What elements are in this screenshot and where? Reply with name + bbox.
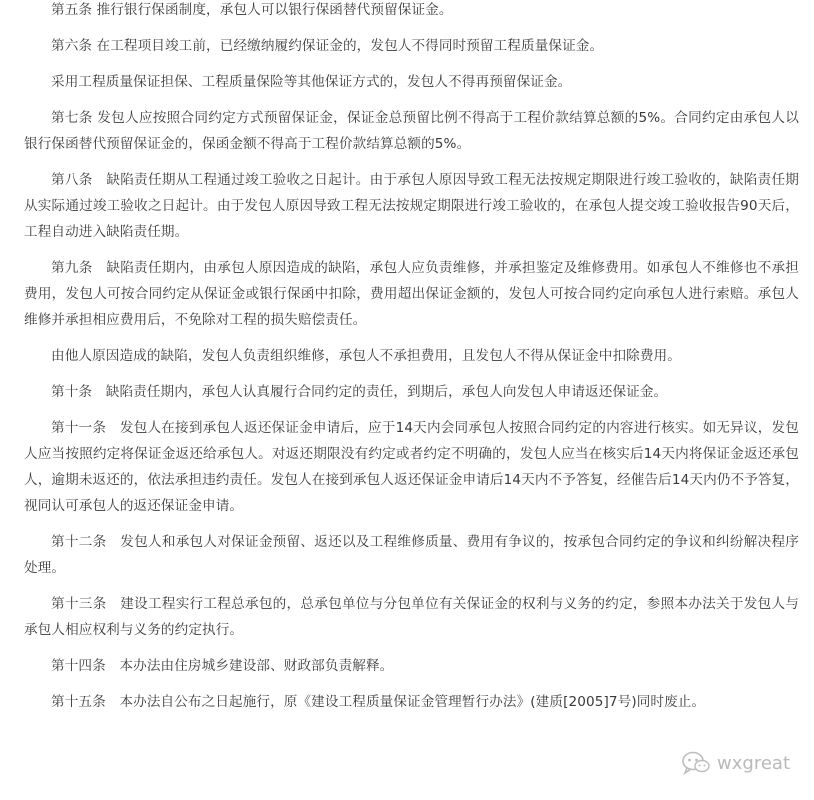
paragraph-article-15: 第十五条 本办法自公布之日起施行，原《建设工程质量保证金管理暂行办法》(建质[2005]7号)同时废止。	[51, 694, 706, 710]
document-body	[24, 0, 799, 715]
watermark	[681, 750, 790, 776]
paragraph-article-12: 第十二条 发包人和承包人对保证金预留、返还以及工程维修质量、费用有争议的，按承包合同约定的争议和纠纷解决程序处理。	[24, 534, 799, 576]
paragraph-article-9: 第九条 缺陷责任期内，由承包人原因造成的缺陷，承包人应负责维修，并承担鉴定及维修费用。如承包人不维修也不承担费用，发包人可按合同约定从保证金或银行保函中扣除，费用超出保证金额的，发包人可按合同约定向承包人进行索赔。承包人维修并承担相应费用后，不免除对工程的损失赔偿责任。	[24, 260, 799, 328]
paragraph-article-9-supplement: 由他人原因造成的缺陷，发包人负责组织维修，承包人不承担费用，且发包人不得从保证金中扣除费用。	[51, 348, 681, 364]
paragraph-article-5: 第五条 推行银行保函制度，承包人可以银行保函替代预留保证金。	[51, 2, 453, 18]
paragraph-article-6: 第六条 在工程项目竣工前，已经缴纳履约保证金的，发包人不得同时预留工程质量保证金。	[51, 38, 604, 54]
watermark-text: wxgreat	[717, 752, 790, 774]
paragraph-article-10: 第十条 缺陷责任期内，承包人认真履行合同约定的责任，到期后，承包人向发包人申请返还保证金。	[51, 384, 668, 400]
paragraph-article-8: 第八条 缺陷责任期从工程通过竣工验收之日起计。由于承包人原因导致工程无法按规定期限进行竣工验收的，缺陷责任期从实际通过竣工验收之日起计。由于发包人原因导致工程无法按规定期限进行竣工验收的，在承包人提交竣工验收报告90天后，工程自动进入缺陷责任期。	[24, 172, 799, 240]
paragraph-article-7: 第七条 发包人应按照合同约定方式预留保证金，保证金总预留比例不得高于工程价款结算总额的5%。合同约定由承包人以银行保函替代预留保证金的，保函金额不得高于工程价款结算总额的5%。	[24, 110, 799, 152]
paragraph-article-14: 第十四条 本办法由住房城乡建设部、财政部负责解释。	[51, 658, 394, 674]
wechat-icon	[681, 750, 711, 776]
paragraph-article-6-supplement: 采用工程质量保证担保、工程质量保险等其他保证方式的，发包人不得再预留保证金。	[51, 74, 572, 90]
paragraph-article-13: 第十三条 建设工程实行工程总承包的，总承包单位与分包单位有关保证金的权利与义务的约定，参照本办法关于发包人与承包人相应权利与义务的约定执行。	[24, 596, 799, 638]
paragraph-article-11: 第十一条 发包人在接到承包人返还保证金申请后，应于14天内会同承包人按照合同约定的内容进行核实。如无异议，发包人应当按照约定将保证金返还给承包人。对返还期限没有约定或者约定不明确的，发包人应当在核实后14天内将保证金返还承包人，逾期未返还的，依法承担违约责任。发包人在接到承包人返还保证金申请后14天内不予答复，经催告后14天内仍不予答复，视同认可承包人的返还保证金申请。	[24, 420, 799, 514]
